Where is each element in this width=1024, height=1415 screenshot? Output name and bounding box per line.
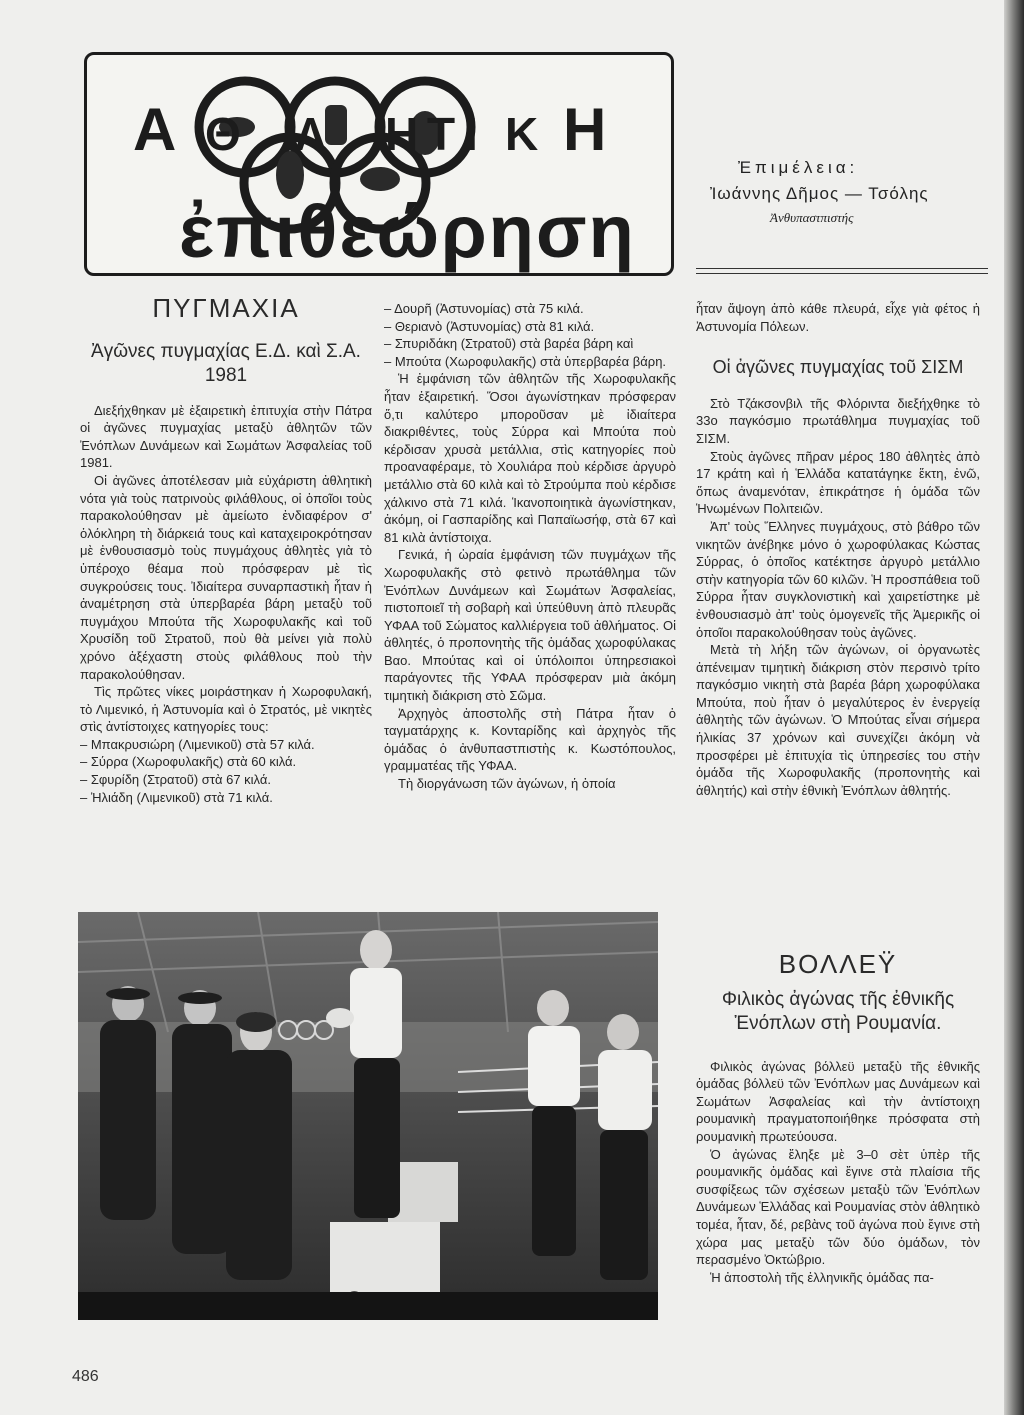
divider-rule (696, 268, 988, 269)
book-spine-shadow (1004, 0, 1024, 1415)
masthead-letter: Η (385, 108, 419, 160)
list-item: – Δουρῆ (Ἀστυνομίας) στὰ 75 κιλά. (384, 301, 584, 316)
masthead-subtitle: ἐπιθεώρηση (179, 190, 636, 273)
page-number: 486 (72, 1368, 99, 1385)
article-column-1 (80, 293, 372, 806)
masthead-letter: Α (133, 96, 177, 163)
paragraph: Ἀπ' τοὺς Ἕλληνες πυγμάχους, στὸ βάθρο τῶν νικητῶν ἀνέβηκε μόνο ὁ χωροφύλακας Κώστας Σύρρας, ὁ ὁποῖος κατέκτησε ἀργυρὸ μετάλλιο στὴν κατηγορία τῶν 60 κιλῶν. Ἡ προσπάθεια τοῦ Σύρρα ἦταν συγκλονιστικὴ καὶ χαιρετίστηκε μὲ ἐνθουσιασμὸ ἀπ' τοὺς ὁμογενεῖς τῆς Ἀμερικῆς οἱ ὁποῖοι παρακολούθησαν τοὺς ἀγῶνες. (696, 518, 980, 640)
paragraph: Ἡ ἐμφάνιση τῶν ἀθλητῶν τῆς Χωροφυλακῆς ἦταν ἐξαιρετική. Ὅσοι ἀγωνίστηκαν πρόσφεραν ὅ,τι καλύτερο μποροῦσαν μὲ ἰδιαίτερα διακριθέντες, τοὺς Σύρρα καὶ Μπούτα ποὺ κέρδισαν χρυσὰ μετάλλια, στὶς κατηγορίες ποὺ προαναφέραμε, τὸ Χουλιάρα ποὺ κέρδισε ἀργυρὸ μετάλλιο στὰ 60 κιλὰ καὶ τὸ Στρούμπα ποὺ κέρδισε χάλκινο στὰ 71 κιλά. Ἱκανοποιητικὰ ἀγωνίστηκαν, ἀκόμη, οἱ Γασπαρίδης καὶ Παπαϊωσήφ, στὰ 67 καὶ 81 κιλὰ ἀντίστοιχα. (384, 371, 676, 545)
list-item: – Ἠλιάδη (Λιμενικοῦ) στὰ 71 κιλά. (80, 789, 273, 805)
paragraph: ἦταν ἄψογη ἀπὸ κάθε πλευρά, εἶχε γιὰ φέτος ἡ Ἀστυνομία Πόλεων. (696, 301, 980, 334)
paragraph: Ἀρχηγὸς ἀποστολῆς στὴ Πάτρα ἦταν ὁ ταγματάρχης κ. Κονταρίδης καὶ ἀρχηγὸς τῆς ὁμάδας ὁ ἀνθυπαστπιστὴς κ. Κωστόπουλος, γραμματέας τῆς ΥΦΑΑ. (384, 705, 676, 774)
editor-label: Ἐπιμέλεια: (738, 158, 859, 177)
masthead-letter: Λ (295, 108, 326, 160)
volley-title: ΒΟΛΛΕΫ (778, 949, 898, 979)
paragraph: Διεξήχθηκαν μὲ ἐξαιρετικὴ ἐπιτυχία στὴν Πάτρα οἱ ἀγῶνες πυγμαχίας μεταξὺ ἀθλητῶν τῶν Ἐνόπλων Δυνάμεων καὶ Σωμάτων Ἀσφαλείας τοῦ 1981. (80, 402, 372, 471)
paragraph: Οἱ ἀγῶνες ἀποτέλεσαν μιὰ εὐχάριστη ἀθλητικὴ νότα γιὰ τοὺς πατρινοὺς φιλάθλους, οἱ ὁποῖοι τοὺς παρακολούθησαν μὲ ἀμείωτο ἐνδιαφέρον σ' ὁλόκληρη τὴ διάρκειά τους καὶ καταχειροκρότησαν μὲ ἐνθουσιασμὸ τοὺς πυγμάχους ἀθλητὲς γιὰ τὸ ὑπέροχο θέαμα ποὺ πρόσφεραν μὲ τὶς συγκρούσεις τους. Ἰδιαίτερα συναρπαστικὴ ἦταν ἡ ἀναμέτρηση στὰ ὑπερβαρέα βάρη μεταξὺ τοῦ πυγμάχου Μπούτα τῆς Χωροφυλακῆς καὶ τοῦ Χρυσίδη τοῦ Στρατοῦ, ποὺ θὰ μείνει γιὰ πολὺ χρόνο ἀξέχαστη στοὺς φιλάθλους ποὺ τὴν παρακολούθησαν. (80, 472, 372, 682)
masthead-letter: Ι (465, 108, 478, 160)
paragraph: Στοὺς ἀγῶνες πῆραν μέρος 180 ἀθλητὲς ἀπὸ 17 κράτη καὶ ἡ Ἑλλάδα κατατάγηκε ἕκτη, ἐνῶ, ὅπως ἀναμενόταν, ἐπικράτησε ἡ ὁμάδα τῶν Ἡνωμένων Πολιτειῶν. (696, 448, 980, 517)
paragraph: Ἡ ἀποστολὴ τῆς ἑλληνικῆς ὁμάδας πα- (710, 1269, 934, 1285)
editor-credits (710, 158, 980, 232)
boxing-subtitle: Ἀγῶνες πυγμαχίας Ε.Δ. καὶ Σ.Α. 1981 (91, 340, 361, 386)
masthead-letter: Κ (505, 108, 539, 160)
masthead-letter: Τ (427, 108, 456, 160)
divider-rule (696, 273, 988, 274)
award-ceremony-photo (78, 912, 658, 1320)
list-item: – Μπούτα (Χωροφυλακῆς) στὰ ὑπερβαρέα βάρη. (384, 353, 667, 369)
paragraph: Στὸ Τζάκσονβιλ τῆς Φλόριντα διεξήχθηκε τὸ 33ο παγκόσμιο πρωτάθλημα πυγμαχίας τοῦ ΣΙΣΜ. (696, 395, 980, 446)
boxing-title: ΠΥΓΜΑΧΙΑ (152, 293, 300, 323)
list-item: – Σύρρα (Χωροφυλακῆς) στὰ 60 κιλά. (80, 754, 297, 770)
masthead-logo (84, 52, 674, 276)
list-item: – Μπακρυσιώρη (Λιμενικοῦ) στὰ 57 κιλά. (80, 736, 315, 752)
paragraph: Τὶς πρῶτες νίκες μοιράστηκαν ἡ Χωροφυλακή, τὸ Λιμενικό, ἡ Ἀστυνομία καὶ ὁ Στρατός, μὲ νικητὲς στὶς ἀντίστοιχες κατηγορίες τους: (80, 684, 372, 735)
sism-heading: Οἱ ἀγῶνες πυγμαχίας τοῦ ΣΙΣΜ (712, 357, 964, 378)
article-column-2 (384, 300, 676, 793)
paragraph: Τὴ διοργάνωση τῶν ἀγώνων, ἡ ὁποία (398, 776, 616, 792)
paragraph: Φιλικὸς ἀγώνας βόλλεϋ μεταξὺ τῆς ἐθνικῆς ὁμάδας βόλλεϋ τῶν Ἐνόπλων μας Δυνάμεων καὶ Σωμάτων Ἀσφαλείας καὶ τὴν ἀντίστοιχη ρουμανικὴ πραγματοποιήθηκε πρόσφατα στὴ ρουμανικὴ πρωτεύουσα. (696, 1058, 980, 1144)
volley-subtitle: Φιλικὸς ἀγώνας τῆς ἐθνικῆς Ἐνόπλων στὴ Ρουμανία. (721, 988, 955, 1034)
paragraph: Ὁ ἀγώνας ἔληξε μὲ 3–0 σὲτ ὑπὲρ τῆς ρουμανικῆς ὁμάδας καὶ ἔγινε στὰ πλαίσια τῆς συσφίξεως τῶν σχέσεων μεταξὺ τῶν Ἐνόπλων Δυνάμεων Ἑλλάδας καὶ Ρουμανίας στὸν ἀθλητικὸ τομέα, ἦταν, δέ, ρεβὰνς τοῦ ἀγώνα ποὺ ἔγινε στὴ χώρα μας μεταξὺ τῶν δύο ὁμάδων, τὸν περασμένο Ὀκτώβριο. (696, 1146, 980, 1268)
paragraph: Γενικά, ἡ ὡραία ἐμφάνιση τῶν πυγμάχων τῆς Χωροφυλακῆς στὸ φετινὸ πρωτάθλημα τῶν Ἐνόπλων Δυνάμεων καὶ Σωμάτων Ἀσφαλείας, πιστοποιεῖ τὴ σοβαρὴ καὶ ὑπεύθυνη ἀπὸ πλευρᾶς ΥΦΑΑ τοῦ Σώματος καλλιέργεια τοῦ ἀθλήματος. Οἱ ἀθλητές, ὁ προπονητὴς τῆς ὁμάδας χωροφύλακας Βαο. Μπούτας καὶ οἱ ὑπόλοιποι ὑπηρεσιακοὶ παράγοντες τῆς ΥΦΑΑ πρόσφεραν μιὰ ἀκόμη τιμητικὴ διάκριση στὸ Σῶμα. (384, 547, 676, 704)
winners-list (80, 736, 372, 806)
masthead-letter: Θ (205, 108, 241, 160)
photo-scene (78, 912, 658, 1320)
list-item: – Σφυρίδη (Στρατοῦ) στὰ 67 κιλά. (80, 772, 271, 788)
editor-names: Ἰωάννης Δῆμος — Τσόλης (710, 184, 929, 203)
volley-article (696, 949, 980, 1286)
list-item: – Σπυριδάκη (Στρατοῦ) στὰ βαρέα βάρη καὶ (384, 336, 634, 352)
article-column-3 (696, 300, 980, 799)
winners-list (384, 300, 676, 370)
editor-role: Ἀνθυπαστπιστής (770, 210, 854, 225)
paragraph: Μετὰ τὴ λήξη τῶν ἀγώνων, οἱ ὀργανωτὲς ἀπένειμαν τιμητικὴ διάκριση στὸν περσινὸ τρίτο παγκόσμιο νικητὴ στὰ βαρέα βάρη χωροφύλακα Μπούτα, ποὺ ἦταν ὁ μεγαλύτερος ἐν ἐνεργείᾳ ἀθλητὴς τῶν ἀγώνων. Ὁ Μπούτας εἶναι σήμερα ἡλικίας 37 χρόνων καὶ συνεχίζει ἀκόμη νὰ προσφέρει μὲ ἐπιτυχία τὶς ὑπηρεσίες του στὴν ὁμάδα τῆς Χωροφυλακῆς (προπονητὴς καὶ ἀθλητής) καὶ στὴν ἐθνικὴ Ἐνόπλων ἀθλητής. (696, 642, 980, 798)
list-item: – Θεριανὸ (Ἀστυνομίας) στὰ 81 κιλά. (384, 318, 595, 334)
masthead-letter: Η (563, 96, 607, 163)
